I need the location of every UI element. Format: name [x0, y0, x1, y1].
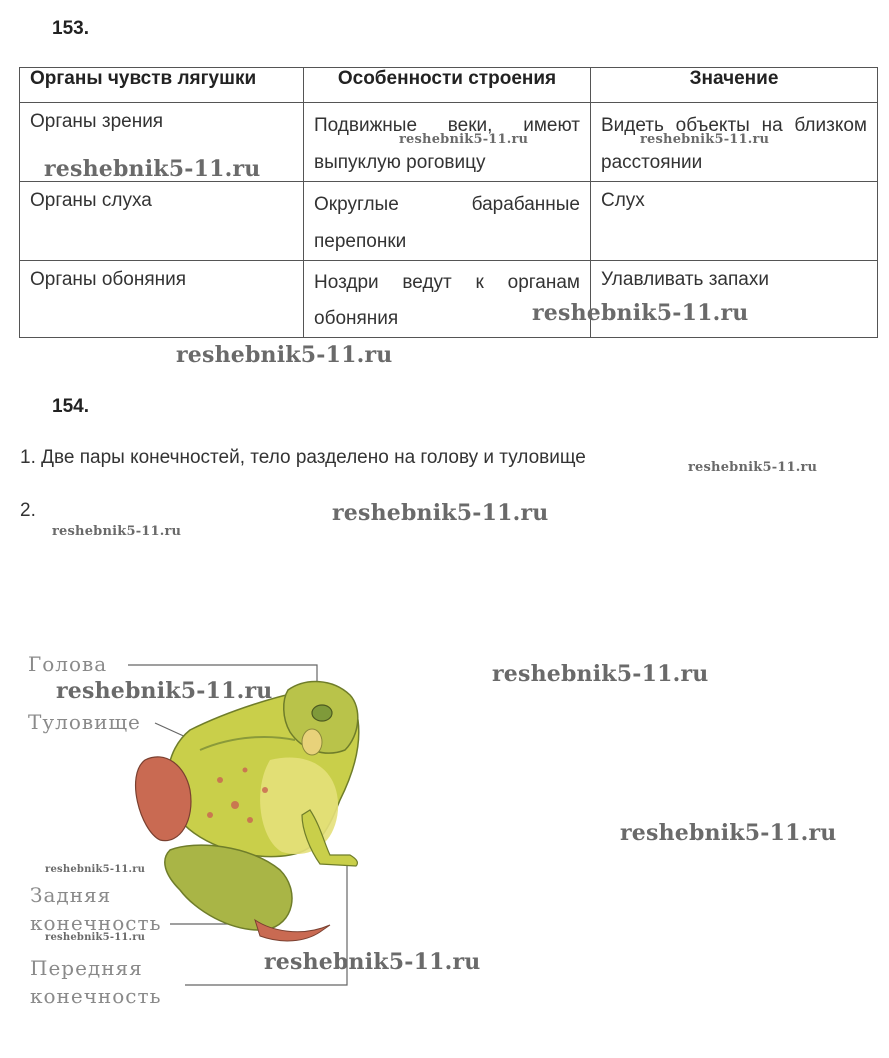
watermark: reshebnik5-11.ru [620, 820, 837, 846]
watermark: reshebnik5-11.ru [492, 661, 709, 687]
table-cell: Органы обоняния [20, 261, 304, 338]
column-header-organs: Органы чувств лягушки [20, 68, 304, 103]
watermark: reshebnik5-11.ru [532, 300, 749, 326]
label-front-line1: Передняя [30, 956, 143, 980]
eardrum-icon [302, 729, 322, 755]
frog-illustration [136, 682, 359, 941]
watermark: reshebnik5-11.ru [264, 949, 481, 975]
sense-organs-table [19, 67, 878, 338]
watermark: reshebnik5-11.ru [399, 132, 529, 147]
table-cell: Ноздри ведут к органам обоняния [304, 261, 591, 338]
task-153-number: 153. [52, 18, 89, 39]
label-head: Голова [28, 652, 108, 676]
watermark: reshebnik5-11.ru [640, 132, 770, 147]
watermark: reshebnik5-11.ru [45, 932, 146, 943]
table-cell: Органы слуха [20, 182, 304, 261]
table-cell: Слух [591, 182, 878, 261]
label-body: Туловище [28, 710, 141, 734]
table-row [20, 182, 878, 261]
label-front-line2: конечность [30, 984, 162, 1008]
watermark: reshebnik5-11.ru [52, 524, 182, 539]
label-hind-line1: Задняя [30, 883, 112, 907]
watermark: reshebnik5-11.ru [44, 156, 261, 182]
watermark: reshebnik5-11.ru [332, 500, 549, 526]
hind-leg-lower [165, 845, 292, 930]
task-154-number: 154. [52, 396, 89, 417]
table-cell: Улавливать запахи [591, 261, 878, 338]
answer-2: 2. [20, 500, 36, 521]
watermark: reshebnik5-11.ru [56, 678, 273, 704]
table-cell: Видеть объекты на близком расстоянии [591, 103, 878, 182]
column-header-structure: Особенности строения [304, 68, 591, 103]
watermark: reshebnik5-11.ru [688, 460, 818, 475]
label-hind-line2: конечность [30, 911, 162, 935]
table-row [20, 261, 878, 338]
table-header-row [20, 68, 878, 103]
answer-1: 1. Две пары конечностей, тело разделено на голову и туловище [20, 447, 586, 468]
table-cell: Органы зрения [20, 103, 304, 182]
watermark: reshebnik5-11.ru [45, 864, 146, 875]
watermark: reshebnik5-11.ru [176, 342, 393, 368]
eye-icon [312, 705, 332, 721]
table-cell: Округлые барабанные перепонки [304, 182, 591, 261]
column-header-meaning: Значение [591, 68, 878, 103]
table-cell: Подвижные веки, имеют выпуклую роговицу [304, 103, 591, 182]
